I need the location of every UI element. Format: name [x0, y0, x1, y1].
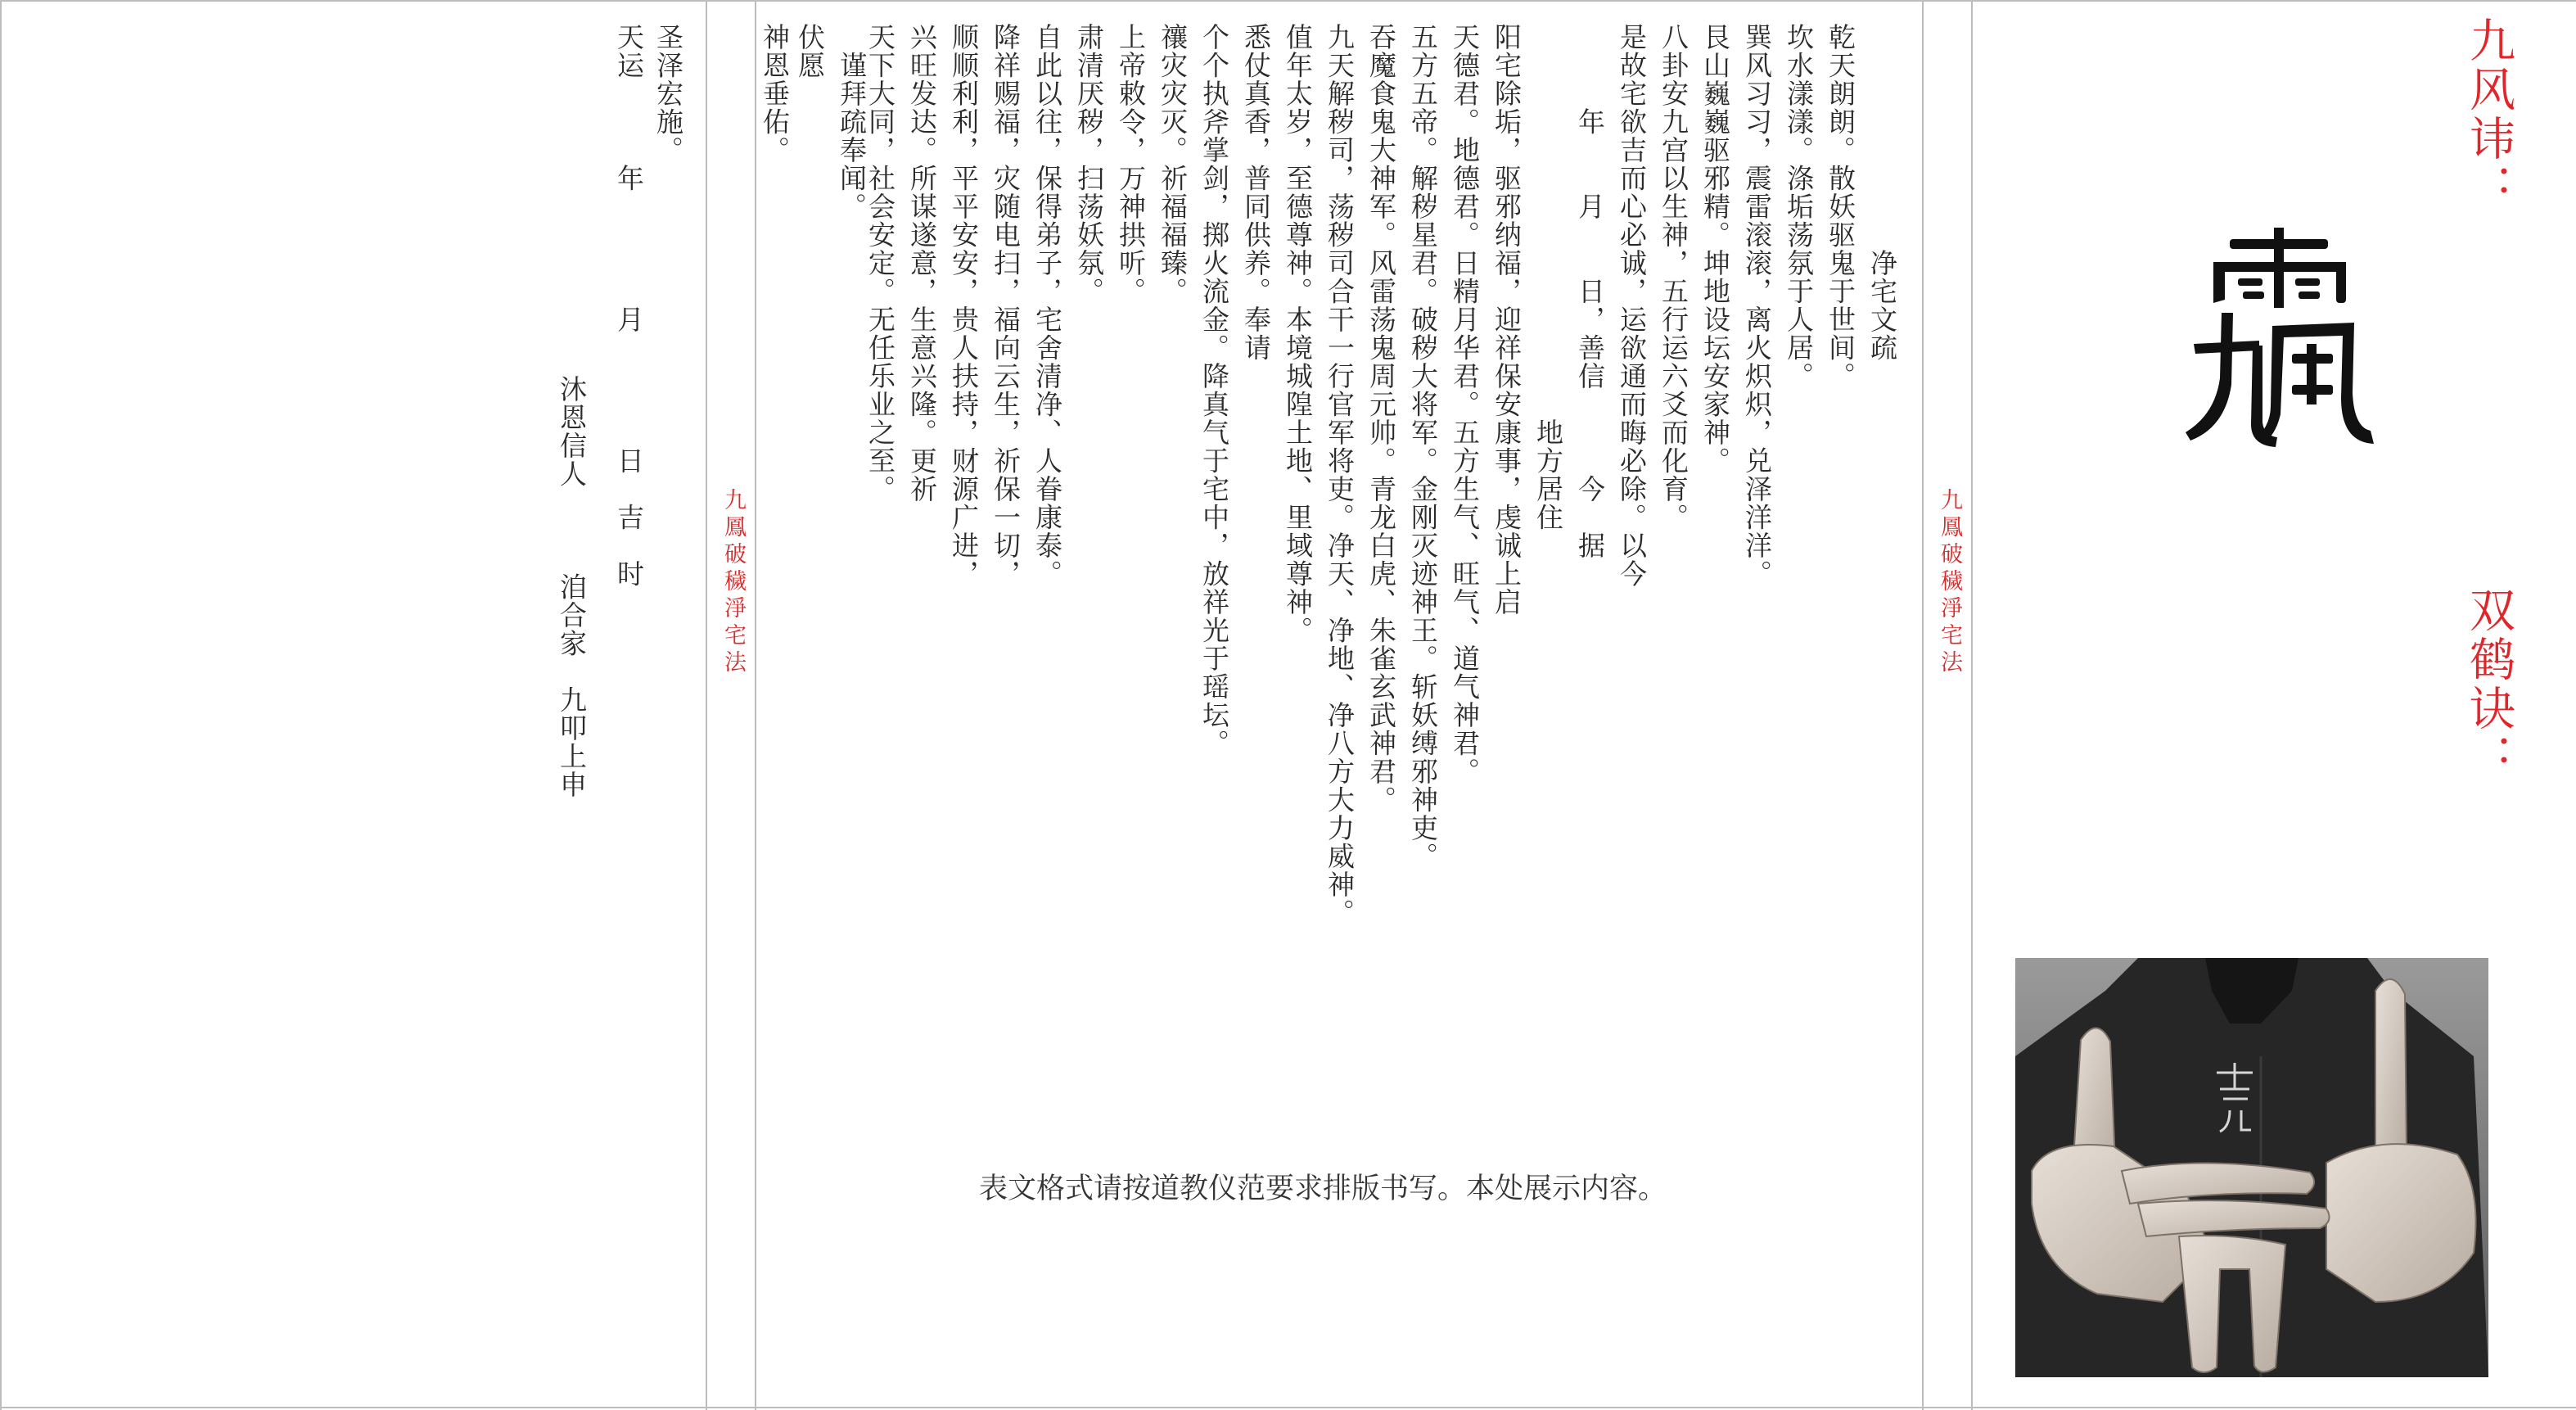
- text-column-22: 降祥赐福，灾随电扫，福向云生，祈保一切，: [990, 23, 1022, 588]
- frame-bottom-line: [0, 1407, 2576, 1408]
- divider-line-1: [706, 0, 707, 1410]
- left-column-1: 圣泽宏施。: [652, 23, 684, 165]
- left-panel: [540, 23, 704, 1394]
- nine-phoenix-title: 九风讳：: [2462, 16, 2515, 213]
- nine-phoenix-talisman-icon: [2177, 221, 2382, 450]
- format-note: 表文格式请按道教仪范要求排版书写。本处展示内容。: [979, 1173, 1667, 1205]
- text-column-19: 上帝敕令，万神拱听。: [1115, 23, 1147, 305]
- left-column-3: 沐恩信人 洎合家 九叩上申: [556, 375, 588, 799]
- text-column-14: 九天解秽司，荡秽司合干一行官军将吏。净天、净地、净八方大力威神。: [1324, 23, 1356, 927]
- text-column-4: 巽风习习，震雷滚滚，离火炽炽，兑泽洋洋。: [1741, 23, 1773, 588]
- text-column-3: 坎水漾漾。涤垢荡氛于人居。: [1783, 23, 1815, 391]
- text-column-12: 五方五帝。解秽星君。破秽大将军。金刚灭迹神王。斩妖缚邪神吏。: [1407, 23, 1439, 870]
- text-column-25: 天下大同，社会安定。无任乐业之至。: [864, 23, 896, 504]
- right-side-title: 九鳳破穢淨宅法: [1937, 488, 1962, 677]
- text-column-2: 乾天朗朗。散妖驱鬼于世间。: [1825, 23, 1856, 391]
- text-column-7: 是故宅欲吉而心必诚，运欲通而晦必除。以今: [1616, 23, 1648, 588]
- text-column-1: 净宅文疏: [1866, 23, 1898, 362]
- frame-top-line: [0, 0, 2576, 2]
- text-column-9: 地方居住: [1532, 23, 1564, 531]
- text-column-26: 谨拜疏奉闻。: [836, 23, 868, 221]
- text-column-5: 艮山巍巍驱邪精。坤地设坛安家神。: [1699, 23, 1731, 475]
- frame-left-line: [0, 0, 2, 1410]
- text-column-11: 天德君。地德君。日精月华君。五方生气、旺气、道气神君。: [1449, 23, 1481, 786]
- center-side-title: 九鳳破穢淨宅法: [720, 488, 746, 677]
- text-column-15: 值年太岁，至德尊神。本境城隍土地、里域尊神。: [1282, 23, 1314, 644]
- text-column-28: 神恩垂佑。: [759, 23, 791, 165]
- text-column-6: 八卦安九宫以生神，五行运六爻而化育。: [1658, 23, 1690, 531]
- text-column-20: 肃清厌秽，扫荡妖氛。: [1073, 23, 1105, 305]
- text-column-18: 禳灾灾灭。祈福福臻。: [1157, 23, 1189, 305]
- text-column-8: 年 月 日，善信 今 据: [1574, 23, 1606, 560]
- text-column-13: 吞魔食鬼大神军。风雷荡鬼周元帅。青龙白虎、朱雀玄武神君。: [1365, 23, 1397, 814]
- text-column-16: 悉仗真香，普同供养。奉请: [1240, 23, 1272, 362]
- divider-line-4: [1971, 0, 1973, 1410]
- divider-line-3: [1922, 0, 1924, 1410]
- text-column-21: 自此以往，保得弟子，宅舍清净、人眷康泰。: [1031, 23, 1063, 588]
- text-column-17: 个个执斧掌剑，掷火流金。降真气于宅中，放祥光于瑶坛。: [1198, 23, 1230, 757]
- text-column-24: 兴旺发达。所谋遂意，生意兴隆。更祈: [906, 23, 938, 504]
- text-column-10: 阳宅除垢，驱邪纳福，迎祥保安康事，虔诚上启: [1491, 23, 1523, 617]
- text-column-23: 顺顺利利，平平安安，贵人扶持，财源广进，: [948, 23, 980, 588]
- double-crane-hand-seal-photo: [2015, 958, 2488, 1377]
- left-column-2: 天运 年 月 日 吉 时: [613, 23, 645, 588]
- double-crane-title: 双鹤诀：: [2462, 586, 2515, 783]
- divider-line-2: [755, 0, 756, 1410]
- text-column-27: 伏愿: [794, 23, 826, 79]
